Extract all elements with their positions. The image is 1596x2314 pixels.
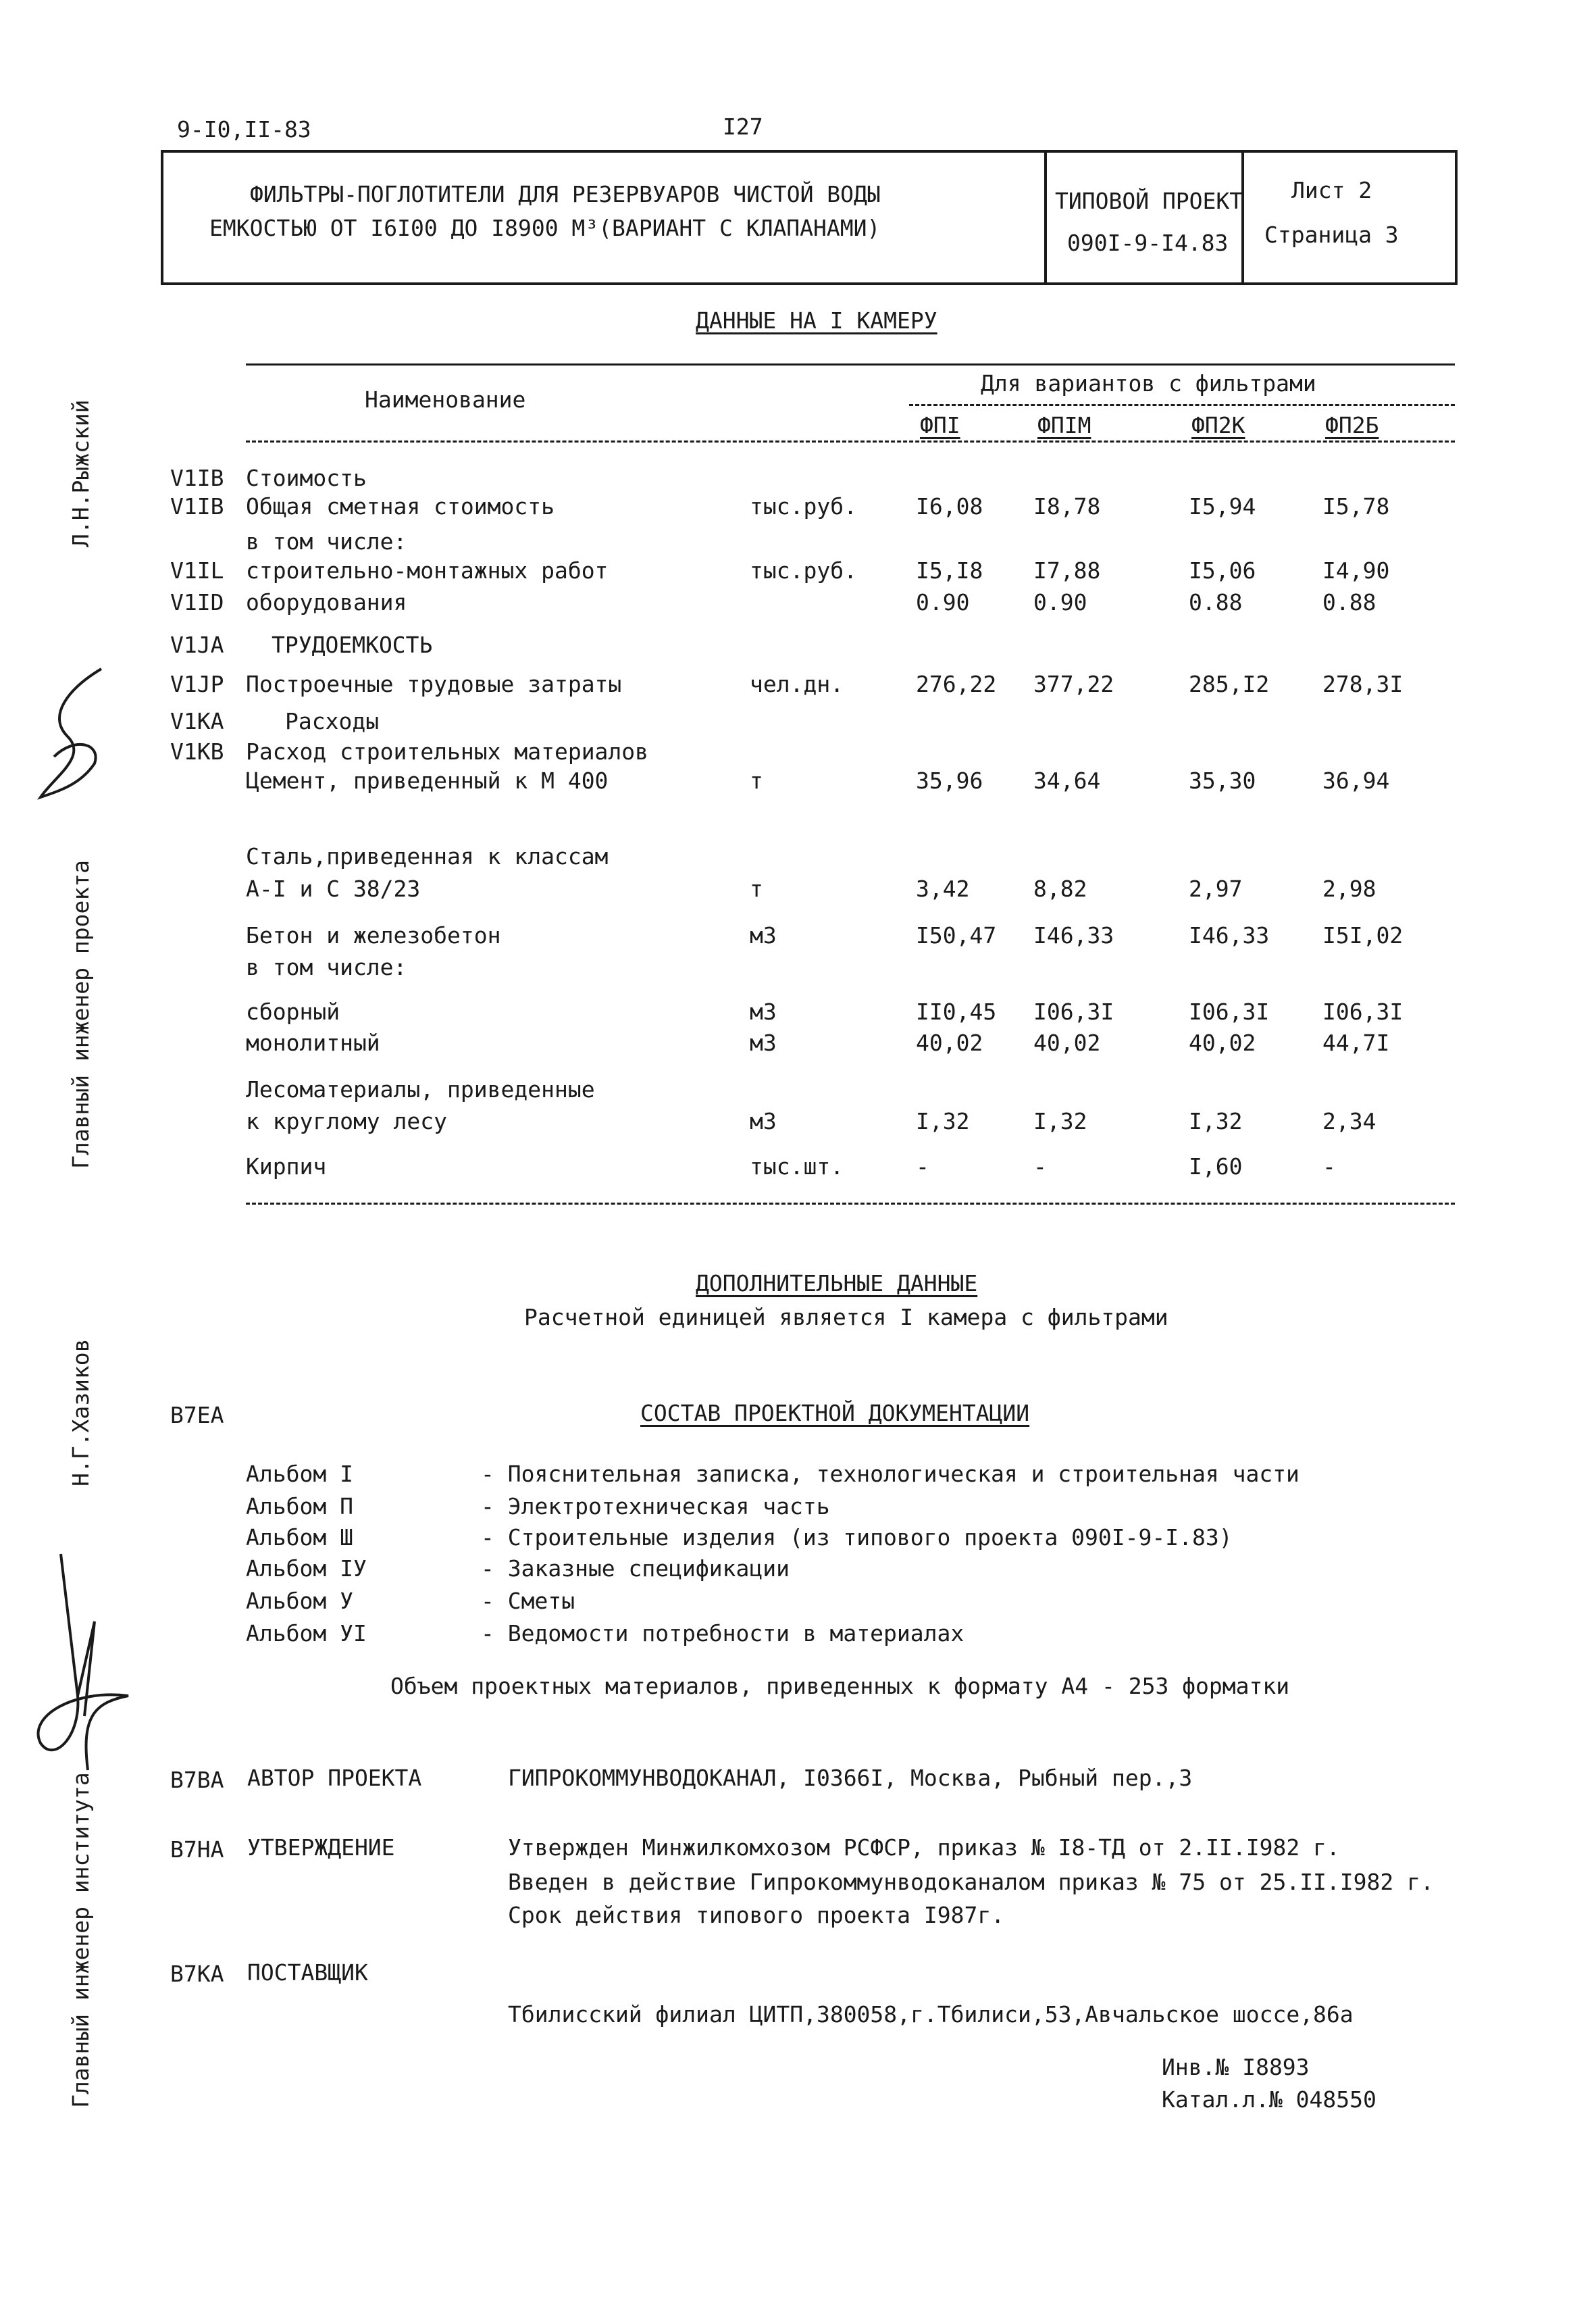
row-code: V1JP [170, 671, 224, 697]
row-name: сборный [246, 999, 340, 1025]
table-group-header: Для вариантов с фильтрами [981, 370, 1316, 397]
approval-line-1: Утвержден Минжилкомхозом РСФСР, приказ № I8-ТД от 2.II.I982 г. [508, 1834, 1340, 1861]
approval-line-3: Срок действия типового проекта I987г. [508, 1902, 1005, 1928]
row-code: V1IL [170, 557, 224, 584]
side-person-2: Н.Г.Хазиков [68, 1338, 94, 1486]
row-value: - [1322, 1153, 1336, 1180]
row-value: 2,34 [1322, 1108, 1376, 1134]
row-code: V1ID [170, 589, 224, 615]
row-value: 40,02 [916, 1030, 983, 1056]
row-value: 377,22 [1033, 671, 1114, 697]
row-value: 35,96 [916, 768, 983, 794]
row-name: Бетон и железобетон [246, 922, 501, 949]
row-name: монолитный [246, 1030, 380, 1056]
inventory-number: Инв.№ I8893 [1162, 2054, 1310, 2080]
row-value: 44,7I [1322, 1030, 1390, 1056]
row-value: 0.90 [1033, 589, 1087, 615]
row-value: I5,I8 [916, 557, 983, 584]
composition-title: СОСТАВ ПРОЕКТНОЙ ДОКУМЕНТАЦИИ [640, 1400, 1030, 1426]
row-name: Построечные трудовые затраты [246, 671, 622, 697]
row-name: в том числе: [246, 954, 407, 980]
row-value: 3,42 [916, 876, 970, 902]
supplier-label: ПОСТАВЩИК [247, 1959, 368, 1986]
side-role-1: Главный инженер проекта [68, 860, 94, 1169]
composition-volume: Объем проектных материалов, приведенных к формату А4 - 253 форматки [390, 1673, 1290, 1699]
row-value: I46,33 [1189, 922, 1270, 949]
row-unit: м3 [750, 1030, 777, 1056]
col-header-fp2k: ФП2К [1191, 412, 1245, 438]
row-value: I,32 [1189, 1108, 1243, 1134]
row-value: I,60 [1189, 1153, 1243, 1180]
row-value: I06,3I [1322, 999, 1404, 1025]
album-description: - Строительные изделия (из типового проекта 090I-9-I.83) [481, 1524, 1233, 1551]
col-header-fp2b: ФП2Б [1325, 412, 1379, 438]
row-unit: тыс.шт. [750, 1153, 844, 1180]
table-group-rule [909, 404, 1455, 408]
signature-1 [27, 662, 115, 824]
album-description: - Сметы [481, 1588, 575, 1614]
row-value: 0.90 [916, 589, 970, 615]
row-unit: т [750, 768, 763, 794]
row-value: I8,78 [1033, 493, 1101, 520]
album-name: Альбом УI [246, 1620, 367, 1646]
page-label: Страница 3 [1264, 222, 1399, 248]
album-description: - Электротехническая часть [481, 1493, 830, 1519]
row-value: I5,06 [1189, 557, 1256, 584]
row-code: V1KA [170, 708, 224, 734]
table-name-header: Наименование [365, 386, 526, 413]
row-name: Расходы [285, 708, 380, 734]
row-value: 278,3I [1322, 671, 1404, 697]
row-value: I50,47 [916, 922, 997, 949]
row-unit: т [750, 876, 763, 902]
row-unit: тыс.руб. [750, 493, 857, 520]
page-number: I27 [723, 114, 763, 140]
table-caption: ДАННЫЕ НА I КАМЕРУ [696, 307, 937, 334]
approval-label: УТВЕРЖДЕНИЕ [247, 1834, 395, 1861]
row-name: Кирпич [246, 1153, 327, 1180]
row-name: Расход строительных материалов [246, 738, 649, 765]
row-name: Стоимость [246, 465, 367, 491]
row-name: ТРУДОЕМКОСТЬ [272, 632, 433, 658]
row-value: 285,I2 [1189, 671, 1270, 697]
composition-code: B7EA [170, 1402, 224, 1428]
col-header-fp1: ФПI [920, 412, 960, 438]
row-value: I4,90 [1322, 557, 1390, 584]
row-name: в том числе: [246, 528, 407, 555]
row-value: I06,3I [1033, 999, 1114, 1025]
row-name: строительно-монтажных работ [246, 557, 609, 584]
title-line-1: ФИЛЬТРЫ-ПОГЛОТИТЕЛИ ДЛЯ РЕЗЕРВУАРОВ ЧИСТОЙ ВОДЫ [250, 181, 881, 207]
row-value: I5,94 [1189, 493, 1256, 520]
row-name: А-I и С 38/23 [246, 876, 421, 902]
row-value: 8,82 [1033, 876, 1087, 902]
signature-2 [14, 1540, 142, 1797]
album-name: Альбом У [246, 1588, 353, 1614]
table-top-rule [246, 363, 1455, 366]
row-code: V1IB [170, 465, 224, 491]
row-unit: чел.дн. [750, 671, 844, 697]
album-name: Альбом IУ [246, 1555, 367, 1582]
row-name: Сталь,приведенная к классам [246, 843, 609, 870]
album-name: Альбом Ш [246, 1524, 353, 1551]
row-code: V1JA [170, 632, 224, 658]
approval-code: B7HA [170, 1836, 224, 1863]
row-unit: м3 [750, 1108, 777, 1134]
sheet-label: Лист 2 [1291, 177, 1372, 203]
row-name: к круглому лесу [246, 1108, 448, 1134]
supplier-code: B7KA [170, 1961, 224, 1987]
row-value: 0.88 [1189, 589, 1243, 615]
row-value: 276,22 [916, 671, 997, 697]
row-value: 35,30 [1189, 768, 1256, 794]
additional-title: ДОПОЛНИТЕЛЬНЫЕ ДАННЫЕ [696, 1270, 978, 1297]
album-name: Альбом П [246, 1493, 353, 1519]
row-value: 40,02 [1033, 1030, 1101, 1056]
row-unit: тыс.руб. [750, 557, 857, 584]
author-label: АВТОР ПРОЕКТА [247, 1765, 422, 1791]
row-value: I06,3I [1189, 999, 1270, 1025]
document-code: 9-I0,II-83 [177, 116, 311, 143]
row-value: I6,08 [916, 493, 983, 520]
supplier-text: Тбилисский филиал ЦИТП,380058,г.Тбилиси,53,Авчальское шоссе,86а [508, 2001, 1354, 2028]
album-name: Альбом I [246, 1461, 353, 1487]
approval-line-2: Введен в действие Гипрокоммунводоканалом приказ № 75 от 25.II.I982 г. [508, 1869, 1434, 1895]
side-role-2: Главный инженер института [68, 1772, 94, 2108]
title-block-divider [1044, 150, 1047, 285]
row-name: Цемент, приведенный к М 400 [246, 768, 609, 794]
typical-project-label: ТИПОВОЙ ПРОЕКТ [1055, 188, 1243, 214]
row-value: 34,64 [1033, 768, 1101, 794]
row-unit: м3 [750, 999, 777, 1025]
row-value: 0.88 [1322, 589, 1376, 615]
row-value: - [1033, 1153, 1047, 1180]
col-header-fp1m: ФПIМ [1037, 412, 1091, 438]
title-line-2: ЕМКОСТЬЮ ОТ I6I00 ДО I8900 М³(ВАРИАНТ С КЛАПАНАМИ) [209, 215, 881, 241]
title-block-divider [1241, 150, 1244, 285]
author-code: B7BA [170, 1767, 224, 1793]
row-value: 40,02 [1189, 1030, 1256, 1056]
row-value: 2,98 [1322, 876, 1376, 902]
side-person-1: Л.Н.Рыжский [68, 399, 94, 547]
table-header-rule [246, 441, 1455, 445]
table-bottom-rule [246, 1203, 1455, 1207]
row-value: I,32 [1033, 1108, 1087, 1134]
album-description: - Пояснительная записка, технологическая и строительная части [481, 1461, 1299, 1487]
row-code: V1KB [170, 738, 224, 765]
row-unit: м3 [750, 922, 777, 949]
row-value: I5I,02 [1322, 922, 1404, 949]
row-name: Лесоматериалы, приведенные [246, 1076, 595, 1103]
author-text: ГИПРОКОММУНВОДОКАНАЛ, I0366I, Москва, Рыбный пер.,3 [508, 1765, 1193, 1791]
album-description: - Ведомости потребности в материалах [481, 1620, 964, 1646]
row-value: II0,45 [916, 999, 997, 1025]
row-code: V1IB [170, 493, 224, 520]
album-description: - Заказные спецификации [481, 1555, 790, 1582]
row-value: 36,94 [1322, 768, 1390, 794]
row-value: I7,88 [1033, 557, 1101, 584]
row-value: I,32 [916, 1108, 970, 1134]
catalog-number: Катал.л.№ 048550 [1162, 2086, 1376, 2113]
row-name: оборудования [246, 589, 407, 615]
row-value: 2,97 [1189, 876, 1243, 902]
row-value: I5,78 [1322, 493, 1390, 520]
row-value: - [916, 1153, 929, 1180]
additional-subtitle: Расчетной единицей является I камера с фильтрами [524, 1304, 1168, 1330]
typical-project-number: 090I-9-I4.83 [1067, 230, 1229, 256]
row-name: Общая сметная стоимость [246, 493, 555, 520]
row-value: I46,33 [1033, 922, 1114, 949]
